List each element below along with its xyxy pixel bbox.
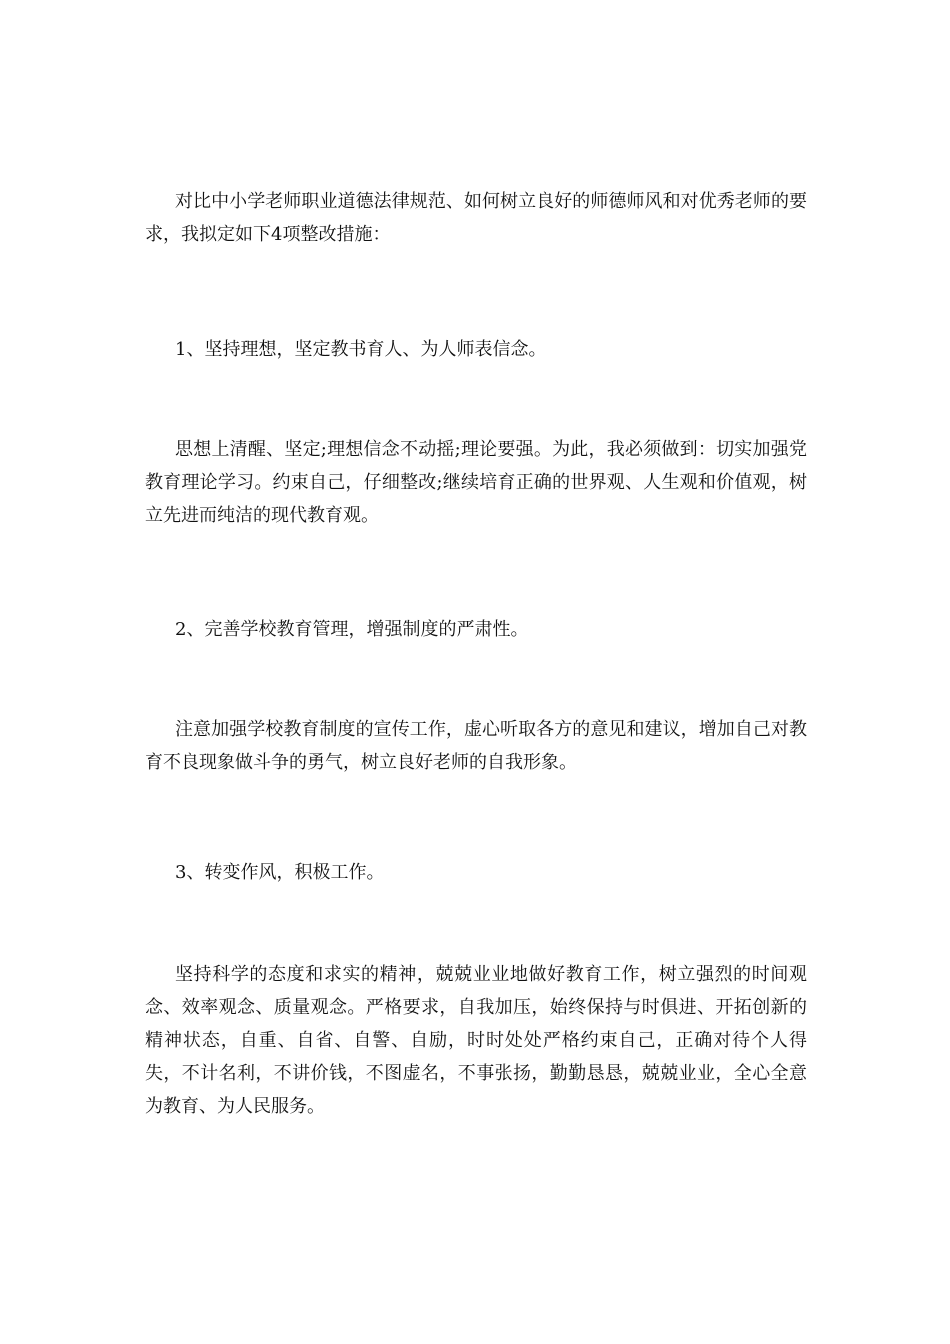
- measure-2-heading: 2、完善学校教育管理，增强制度的严肃性。: [175, 619, 529, 640]
- intro-paragraph: 对比中小学老师职业道德法律规范、如何树立良好的师德师风和对优秀老师的要求，我拟定如下4项整改措施：: [145, 191, 807, 245]
- measure-1-body: 思想上清醒、坚定;理想信念不动摇;理论要强。为此，我必须做到：切实加强党教育理论学习。约束自己，仔细整改;继续培育正确的世界观、人生观和价值观，树立先进而纯洁的现代教育观。: [145, 439, 807, 526]
- measure-2-body: 注意加强学校教育制度的宣传工作，虚心听取各方的意见和建议，增加自己对教育不良现象做斗争的勇气，树立良好老师的自我形象。: [145, 719, 807, 773]
- measure-3-body: 坚持科学的态度和求实的精神，兢兢业业地做好教育工作，树立强烈的时间观念、效率观念、质量观念。严格要求，自我加压，始终保持与时俱进、开拓创新的精神状态，自重、自省、自警、自励，时时处处严格约束自己，正确对待个人得失，不计名利，不讲价钱，不图虚名，不事张扬，勤勤恳恳，兢兢业业，全心全意为教育、为人民服务。: [145, 964, 807, 1117]
- measure-3-heading: 3、转变作风，积极工作。: [175, 862, 385, 883]
- measure-1-heading: 1、坚持理想，坚定教书育人、为人师表信念。: [175, 339, 547, 360]
